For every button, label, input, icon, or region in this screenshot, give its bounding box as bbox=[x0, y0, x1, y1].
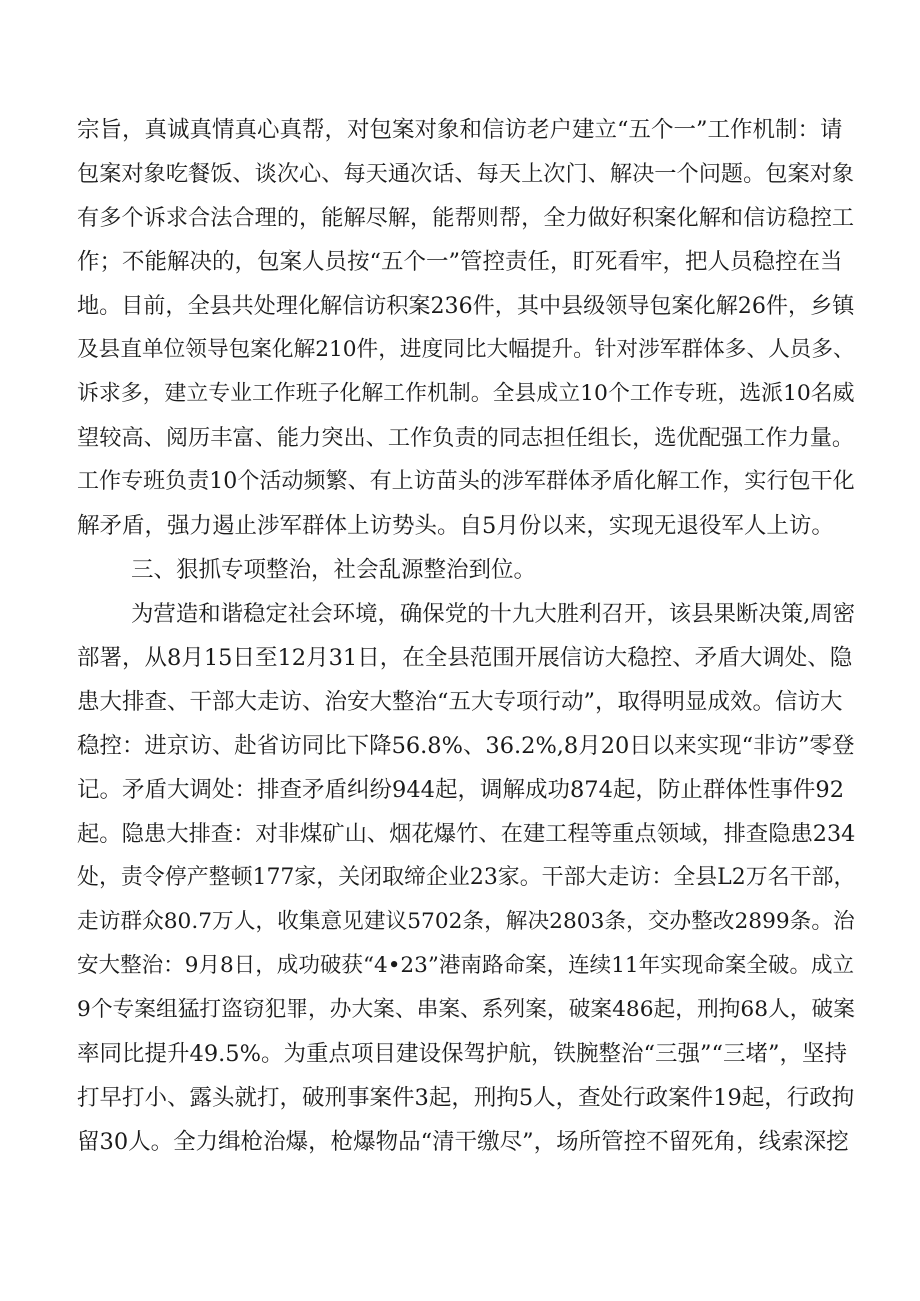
text-line: 部署，从8月15日至12月31日，在全县范围开展信访大稳控、矛盾大调处、隐 bbox=[77, 645, 853, 671]
paragraph-first-line: 为营造和谐稳定社会环境，确保党的十九大胜利召开，该县果断决策,周密 bbox=[131, 601, 856, 627]
text-line: 留30人。全力缉枪治爆，枪爆物品“清干缴尽”，场所管控不留死角，线索深挖 bbox=[77, 1129, 849, 1155]
text-line: 解矛盾，强力遏止涉军群体上访势头。自5月份以来，实现无退役军人上访。 bbox=[77, 513, 834, 539]
text-line: 稳控：进京访、赴省访同比下降56.8%、36.2%,8月20日以来实现“非访”零登 bbox=[77, 733, 855, 759]
text-line: 及县直单位领导包案化解210件，进度同比大幅提升。针对涉军群体多、人员多、 bbox=[77, 337, 855, 362]
text-line: 打早打小、露头就打，破刑事案件3起，刑拘5人，查处行政案件19起，行政拘 bbox=[77, 1085, 855, 1111]
text-line: 率同比提升49.5%。为重点项目建设保驾护航，铁腕整治“三强”“三堵”，坚持 bbox=[77, 1041, 847, 1067]
text-line: 安大整治：9月8日，成功破获“4•23”港南路命案，连续11年实现命案全破。成立 bbox=[77, 953, 855, 978]
text-line: 工作专班负责10个活动频繁、有上访苗头的涉军群体矛盾化解工作，实行包干化 bbox=[77, 469, 855, 494]
text-line: 处，责令停产整顿177家，关闭取缔企业23家。干部大走访：全县L2万名干部， bbox=[77, 865, 856, 890]
text-line: 地。目前，全县共处理化解信访积案236件，其中县级领导包案化解26件，乡镇 bbox=[77, 293, 855, 319]
text-line: 包案对象吃餐饭、谈次心、每天通次话、每天上次门、解决一个问题。包案对象 bbox=[77, 161, 855, 187]
text-line: 宗旨，真诚真情真心真帮，对包案对象和信访老户建立“五个一”工作机制：请 bbox=[77, 117, 843, 143]
text-line: 患大排查、干部大走访、治安大整治“五大专项行动”，取得明显成效。信访大 bbox=[77, 689, 843, 715]
text-line: 9个专案组猛打盗窃犯罪，办大案、串案、系列案，破案486起，刑拘68人，破案 bbox=[77, 997, 855, 1022]
section-heading: 三、狠抓专项整治，社会乱源整治到位。 bbox=[131, 557, 537, 583]
text-line: 望较高、阅历丰富、能力突出、工作负责的同志担任组长，选优配强工作力量。 bbox=[77, 425, 855, 451]
text-line: 记。矛盾大调处：排查矛盾纠纷944起，调解成功874起，防止群体性事件92 bbox=[77, 777, 845, 803]
text-line: 起。隐患大排查：对非煤矿山、烟花爆竹、在建工程等重点领域，排查隐患234 bbox=[77, 821, 856, 847]
text-line: 作；不能解决的，包案人员按“五个一”管控责任，盯死看牢，把人员稳控在当 bbox=[77, 249, 843, 275]
text-line: 有多个诉求合法合理的，能解尽解，能帮则帮，全力做好积案化解和信访稳控工 bbox=[77, 205, 855, 231]
text-line: 走访群众80.7万人，收集意见建议5702条，解决2803条，交办整改2899条。治 bbox=[77, 909, 855, 934]
text-line: 诉求多，建立专业工作班子化解工作机制。全县成立10个工作专班，选派10名威 bbox=[77, 381, 855, 406]
